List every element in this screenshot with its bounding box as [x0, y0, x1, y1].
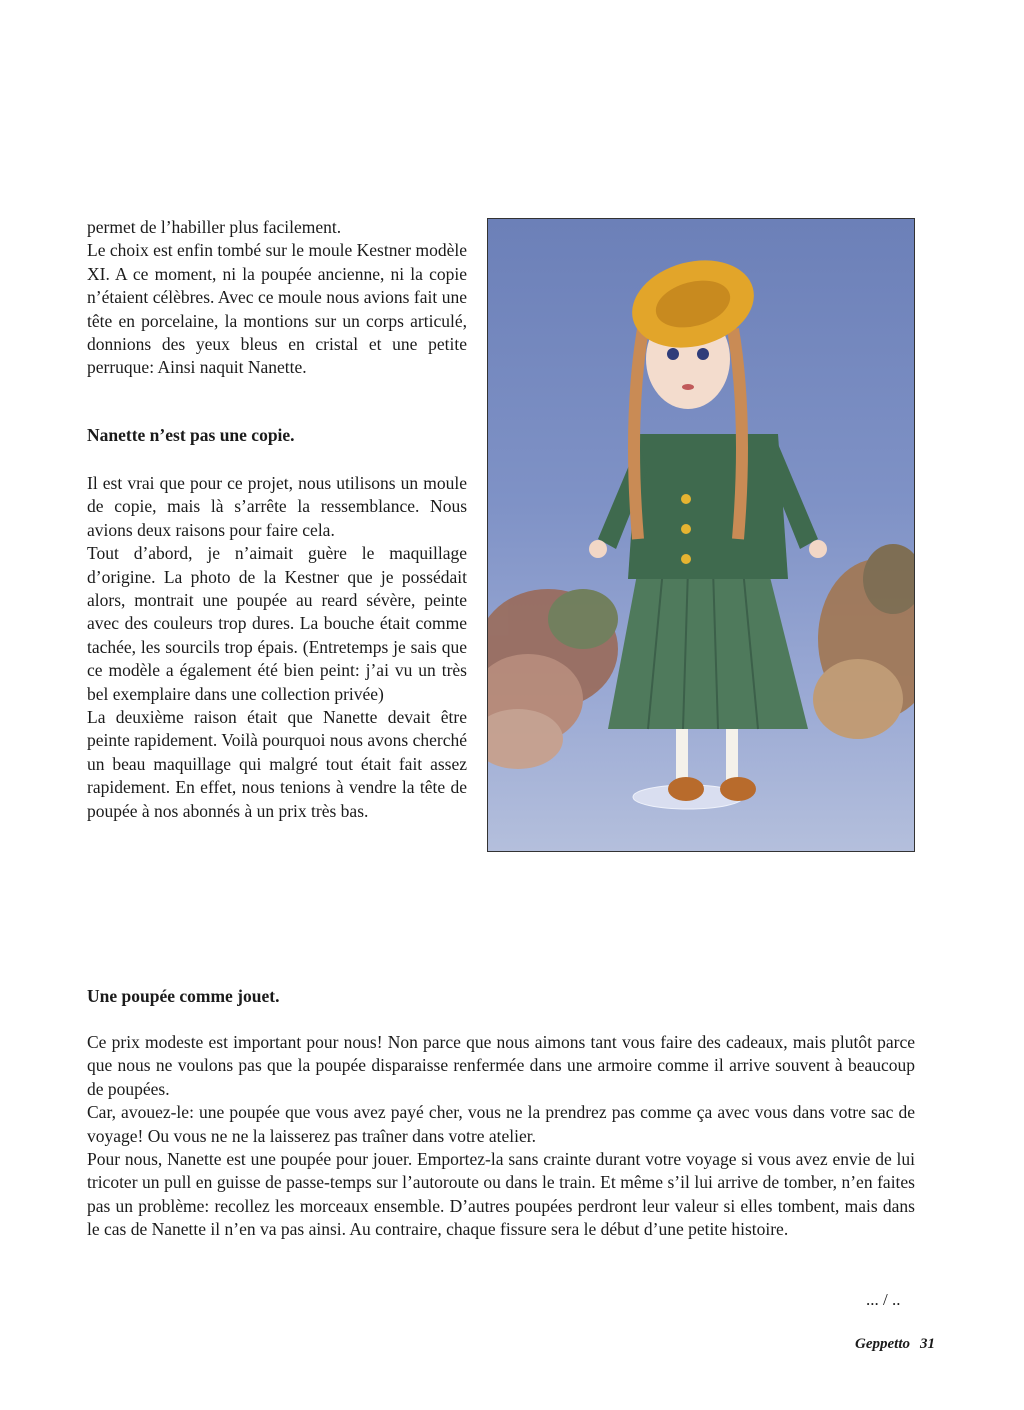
section1-paragraph-3: La deuxième raison était que Nanette devait être peinte rapidement. Voilà pourquoi nous avons cherché un beau maquillage qui malgré tout était fait assez rapidement. En effet, nous tenions à vendre la tête de poupée à nos abonnés à un prix très bas. — [87, 707, 467, 821]
page-footer — [855, 1336, 935, 1353]
section2-text — [87, 1031, 915, 1242]
intro-line-1: permet de l’habiller plus facilement. — [87, 217, 342, 237]
section2-paragraph-1: Ce prix modeste est important pour nous! Non parce que nous aimons tant vous faire des cadeaux, mais plutôt parce que nous ne voulons pas que la poupée disparaisse renfermée dans une armoire comme il arrive souvent à beaucoup de poupées. — [87, 1032, 915, 1099]
page-number: 31 — [919, 1336, 935, 1352]
intro-text — [87, 216, 467, 380]
section2-paragraph-3: Pour nous, Nanette est une poupée pour jouer. Emportez-la sans crainte durant votre voyage si vous avez envie de lui tricoter un pull en guisse de passe-temps sur l’autoroute ou dans le train. Et même s’il lui arrive de tomber, n’en faites pas un problème: recollez les morceaux ensemble. D’autres poupées perdront leur valeur si elles tombent, mais dans le cas de Nanette il n’en va pas ainsi. Au contraire, chaque fissure sera le début d’une petite histoire. — [87, 1149, 915, 1240]
section1-text — [87, 472, 467, 823]
section-heading-copie: Nanette n’est pas une copie. — [87, 425, 295, 445]
intro-paragraph: Le choix est enfin tombé sur le moule Kestner modèle XI. A ce moment, ni la poupée ancienne, ni la copie n’étaient célèbres. Avec ce moule nous avions fait une tête en porcelaine, la montions sur un corps articulé, donnions des yeux bleus en cristal et une petite perruque: Ainsi naquit Nanette. — [87, 240, 467, 378]
dried-flowers-right — [813, 544, 914, 739]
continuation-mark: ... / .. — [866, 1290, 901, 1309]
dried-flowers-left — [488, 589, 618, 769]
doll-photo — [487, 218, 915, 852]
section1-paragraph-1: Il est vrai que pour ce projet, nous utilisons un moule de copie, mais là s’arrête la ressemblance. Nous avions deux raisons pour faire cela. — [87, 473, 467, 540]
section-heading-jouet: Une poupée comme jouet. — [87, 986, 280, 1006]
section1-paragraph-2: Tout d’abord, je n’aimait guère le maquillage d’origine. La photo de la Kestner que je possédait alors, montrait une poupée au reard sévère, peinte avec des couleurs trop dures. La bouche était comme tachée, les sourcils trop épais. (Entretemps je sais que ce modèle a également été bien peint: j’ai vu un très bel exemplaire dans une collection privée) — [87, 543, 467, 704]
doll-illustration — [488, 219, 914, 851]
section2-paragraph-2: Car, avouez-le: une poupée que vous avez payé cher, vous ne la prendrez pas comme ça avec vous dans votre sac de voyage! Ou vous ne ne la laisserez pas traîner dans votre atelier. — [87, 1102, 915, 1146]
magazine-name: Geppetto — [855, 1336, 910, 1352]
